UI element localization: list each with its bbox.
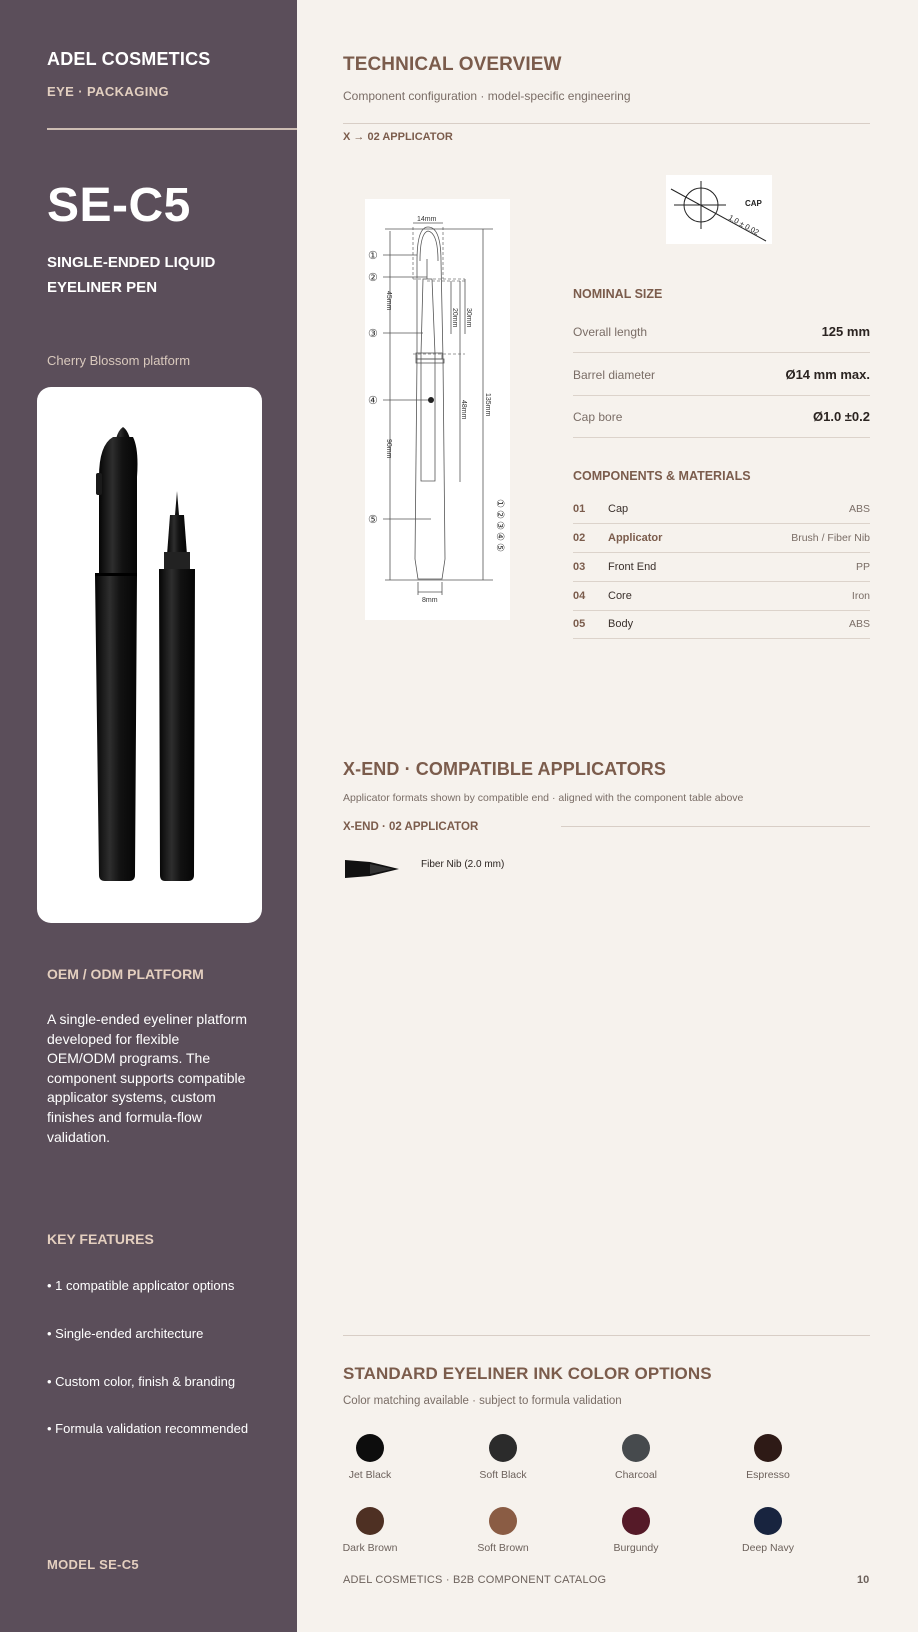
- dim-45mm: 45mm: [385, 291, 392, 311]
- oem-description: A single-ended eyeliner platform developed for flexible OEM/ODM programs. The component supports compatible applicator systems, custom finishes and formula-flow validation.: [47, 1011, 248, 1145]
- model-title: SE-C5: [47, 179, 191, 232]
- component-material: Iron: [851, 590, 870, 602]
- color-swatch-label: Soft Brown: [477, 1542, 529, 1554]
- cap-diagram: [666, 175, 772, 244]
- component-number: 01: [573, 503, 586, 515]
- nominal-value: Ø14 mm max.: [785, 367, 870, 382]
- category-label: EYE · PACKAGING: [47, 84, 170, 99]
- color-swatch: [754, 1434, 782, 1462]
- colors-title: STANDARD EYELINER INK COLOR OPTIONS: [343, 1364, 712, 1383]
- dim-135mm: 135mm: [484, 393, 491, 417]
- callout-1: ①: [368, 250, 378, 262]
- product-name: SINGLE-ENDED LIQUID EYELINER PEN: [47, 254, 216, 296]
- platform-label: Cherry Blossom platform: [47, 353, 191, 368]
- applicator-group-divider: [561, 826, 870, 827]
- dim-90mm: 90mm: [385, 439, 392, 459]
- technical-divider: [343, 123, 870, 124]
- component-material: ABS: [848, 618, 870, 630]
- nominal-value: Ø1.0 ±0.2: [812, 409, 870, 424]
- feature-item: • 1 compatible applicator options: [47, 1278, 235, 1293]
- dim-14mm: 14mm: [417, 216, 437, 223]
- color-swatch-label: Espresso: [746, 1469, 790, 1481]
- cap-label: CAP: [745, 199, 762, 208]
- color-swatch-label: Dark Brown: [342, 1542, 398, 1554]
- callout-2: ②: [368, 272, 378, 284]
- component-material: Brush / Fiber Nib: [791, 532, 870, 544]
- component-name: Applicator: [608, 532, 663, 544]
- applicator-group-label: X-END · 02 APPLICATOR: [343, 821, 479, 833]
- color-swatch: [356, 1507, 384, 1535]
- sidebar: [0, 0, 297, 1632]
- nominal-row: [573, 311, 870, 353]
- technical-subtitle: Component configuration · model-specific engineering: [343, 89, 631, 103]
- nominal-label: Cap bore: [573, 410, 623, 424]
- component-material: PP: [855, 561, 870, 573]
- component-name: Front End: [608, 561, 657, 573]
- svg-text:⑤: ⑤: [494, 543, 505, 552]
- applicators-title: X-END · COMPATIBLE APPLICATORS: [343, 759, 667, 779]
- color-swatch: [356, 1434, 384, 1462]
- brand-name: ADEL COSMETICS: [47, 49, 211, 69]
- color-swatch-label: Soft Black: [479, 1469, 527, 1481]
- component-name: Cap: [608, 503, 629, 515]
- nominal-heading: NOMINAL SIZE: [573, 287, 663, 301]
- applicators-subtitle: Applicator formats shown by compatible end · aligned with the component table above: [343, 792, 744, 804]
- component-row: [573, 582, 870, 611]
- nominal-label: Overall length: [573, 325, 648, 339]
- color-swatch: [489, 1434, 517, 1462]
- component-number: 02: [573, 532, 586, 544]
- svg-text:④: ④: [494, 532, 505, 541]
- nominal-label: Barrel diameter: [573, 368, 656, 382]
- nominal-value: 125 mm: [821, 324, 870, 339]
- svg-text:①: ①: [494, 499, 505, 508]
- component-number: 05: [573, 618, 586, 630]
- color-swatch: [489, 1507, 517, 1535]
- component-row: [573, 610, 870, 639]
- feature-item: • Formula validation recommended: [47, 1421, 249, 1436]
- features-heading: KEY FEATURES: [47, 1231, 154, 1247]
- oem-heading: OEM / ODM PLATFORM: [47, 966, 204, 982]
- color-swatch-label: Charcoal: [614, 1469, 658, 1481]
- svg-text:②: ②: [494, 510, 505, 519]
- applicator-label: X → 02 APPLICATOR: [343, 131, 453, 143]
- component-row: [573, 495, 870, 524]
- color-swatch: [622, 1507, 650, 1535]
- technical-drawing: [365, 199, 510, 620]
- catalog-footer: ADEL COSMETICS · B2B COMPONENT CATALOG: [343, 1574, 607, 1586]
- callout-5: ⑤: [368, 514, 378, 526]
- dim-48mm: 48mm: [460, 400, 467, 420]
- technical-title: TECHNICAL OVERVIEW: [343, 54, 562, 75]
- colors-subtitle: Color matching available · subject to formula validation: [343, 1395, 622, 1407]
- component-name: Body: [608, 618, 634, 630]
- colors-divider: [343, 1335, 870, 1336]
- component-material: ABS: [848, 503, 870, 515]
- dim-8mm: 8mm: [422, 597, 438, 604]
- components-heading: COMPONENTS & MATERIALS: [573, 469, 751, 483]
- capped-pen-image: [95, 427, 138, 881]
- callout-4: ④: [368, 395, 378, 407]
- callout-3: ③: [368, 328, 378, 340]
- callout-legend: [494, 499, 505, 552]
- color-swatch: [622, 1434, 650, 1462]
- sidebar-divider: [47, 128, 297, 130]
- color-swatch-label: Jet Black: [348, 1469, 392, 1481]
- component-name: Core: [608, 590, 632, 602]
- fiber-nib-icon: [345, 858, 400, 880]
- component-row: [573, 524, 870, 553]
- page-number: 10: [857, 1574, 870, 1586]
- color-swatch-label: Burgundy: [613, 1542, 659, 1554]
- dim-30mm: 30mm: [465, 308, 472, 328]
- uncapped-pen-image: [159, 491, 195, 881]
- nominal-row: [573, 396, 870, 438]
- nominal-row: [573, 354, 870, 396]
- color-swatch-label: Deep Navy: [742, 1542, 794, 1554]
- product-photo: [37, 387, 262, 923]
- applicator-item-name: Fiber Nib (2.0 mm): [421, 859, 505, 870]
- component-number: 04: [573, 590, 586, 602]
- sidebar-footer-model: MODEL SE-C5: [47, 1557, 139, 1572]
- color-swatch: [754, 1507, 782, 1535]
- cap-tolerance: 1.0 ± 0.02: [727, 212, 761, 237]
- component-number: 03: [573, 561, 586, 573]
- feature-item: • Custom color, finish & branding: [47, 1374, 236, 1389]
- svg-text:③: ③: [494, 521, 505, 530]
- dim-20mm: 20mm: [451, 308, 458, 328]
- component-row: [573, 553, 870, 582]
- feature-item: • Single-ended architecture: [47, 1326, 204, 1341]
